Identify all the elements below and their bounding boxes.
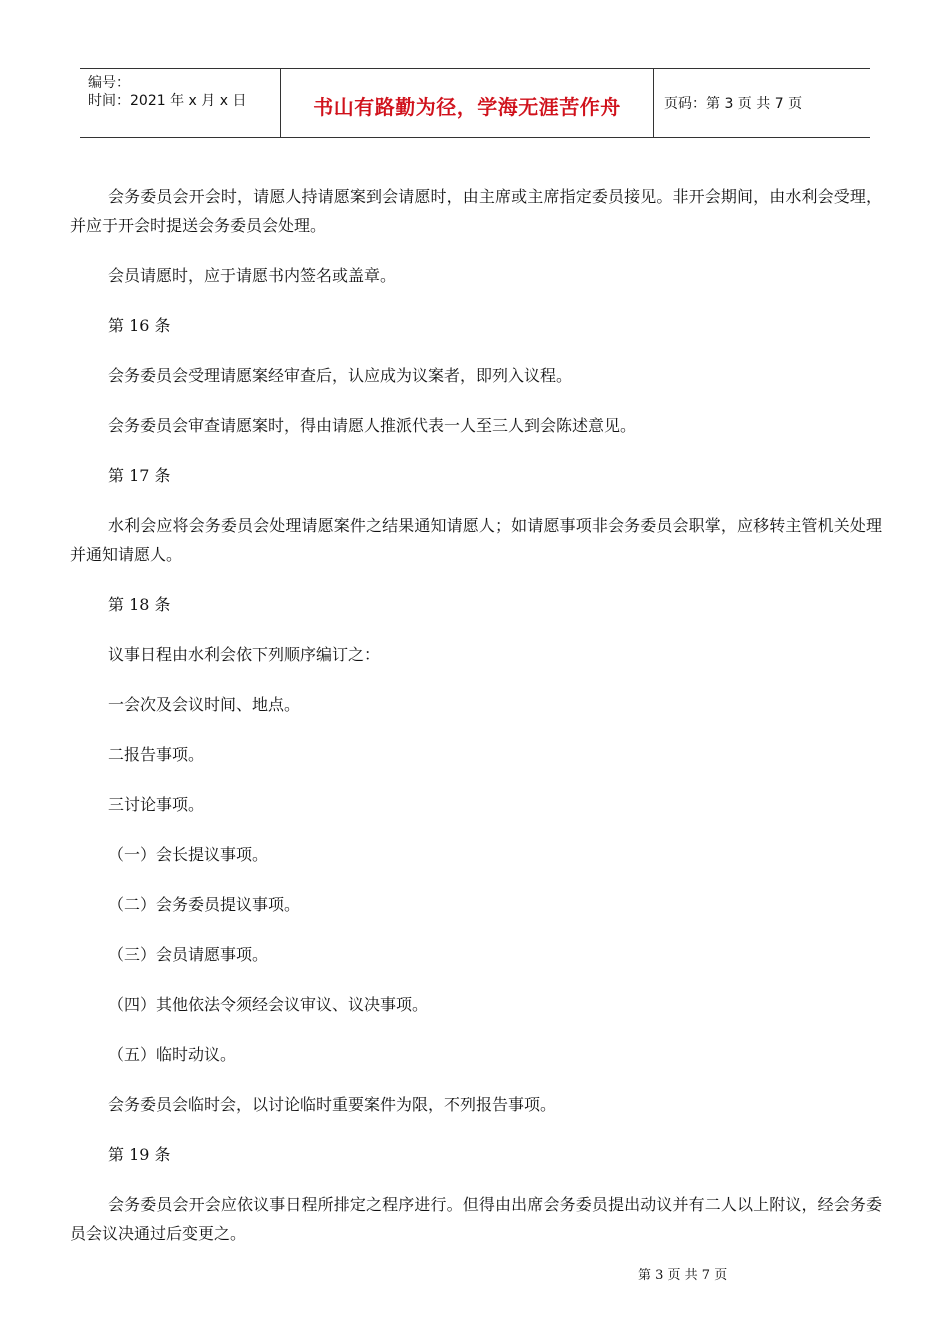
sub-list-item: （一）会长提议事项。 [108, 845, 269, 864]
paragraph: 会务委员会受理请愿案经审查后，认应成为议案者，即列入议程。 [108, 366, 573, 385]
list-item: 三讨论事项。 [108, 795, 205, 814]
header-page-label: 页码：第 3 页 共 7 页 [664, 96, 803, 112]
paragraph: 议事日程由水利会依下列顺序编订之： [108, 645, 381, 664]
page-footer: 第 3 页 共 7 页 [638, 1268, 728, 1283]
paragraph: 会务委员会开会应依议事日程所排定之程序进行。但得由出席会务委员提出动议并有二人以上附议，经会务委员会议决通过后变更之。 [70, 1195, 882, 1243]
list-item: 一会次及会议时间、地点。 [108, 695, 301, 714]
article-heading: 第 16 条 [108, 316, 171, 335]
page-header [80, 68, 870, 138]
article-heading: 第 18 条 [108, 595, 171, 614]
number-label: 编号： [88, 75, 130, 91]
paragraph: 会务委员会临时会，以讨论临时重要案件为限，不列报告事项。 [108, 1095, 557, 1114]
document-body [70, 182, 882, 1269]
article-heading: 第 17 条 [108, 466, 171, 485]
paragraph: 会员请愿时，应于请愿书内签名或盖章。 [108, 266, 397, 285]
sub-list-item: （五）临时动议。 [108, 1045, 237, 1064]
article-heading: 第 19 条 [108, 1145, 171, 1164]
paragraph: 会务委员会审查请愿案时，得由请愿人推派代表一人至三人到会陈述意见。 [108, 416, 637, 435]
header-motto: 书山有路勤为径，学海无涯苦作舟 [281, 69, 654, 137]
header-meta [80, 69, 281, 137]
list-item: 二报告事项。 [108, 745, 205, 764]
sub-list-item: （三）会员请愿事项。 [108, 945, 269, 964]
paragraph: 水利会应将会务委员会处理请愿案件之结果通知请愿人；如请愿事项非会务委员会职掌，应移转主管机关处理并通知请愿人。 [70, 516, 882, 564]
sub-list-item: （四）其他依法令须经会议审议、议决事项。 [108, 995, 429, 1014]
sub-list-item: （二）会务委员提议事项。 [108, 895, 301, 914]
time-label: 时间：2021 年 x 月 x 日 [88, 93, 247, 109]
paragraph: 会务委员会开会时，请愿人持请愿案到会请愿时，由主席或主席指定委员接见。非开会期间，由水利会受理，并应于开会时提送会务委员会处理。 [70, 187, 882, 235]
